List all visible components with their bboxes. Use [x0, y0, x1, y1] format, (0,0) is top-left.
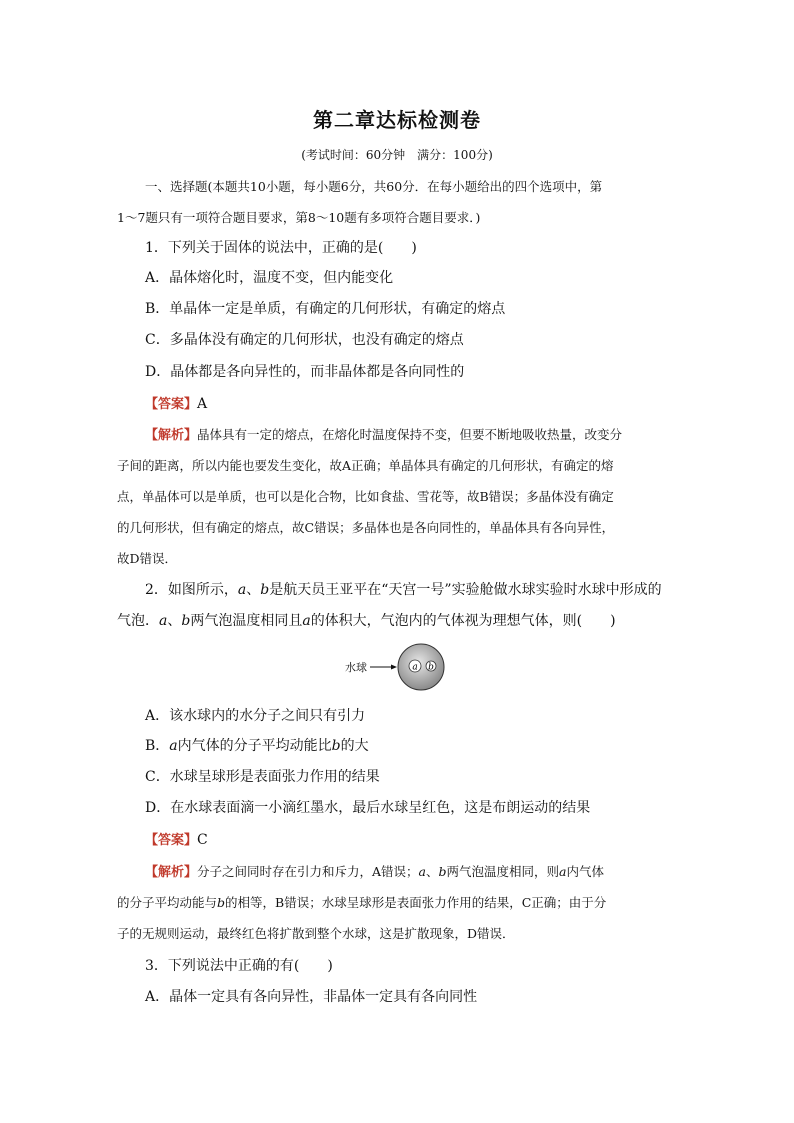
text-span: 内气体 [566, 864, 605, 879]
q2-stem-line2 [117, 611, 689, 631]
text-span: 两气泡温度相同，则 [446, 864, 560, 879]
text-span: 内气体的分子平均动能比 [177, 738, 332, 754]
text-span: 的分子平均动能与 [117, 895, 218, 910]
var-b: b [438, 864, 447, 879]
q1-analysis-line2: 子间的距离，所以内能也要发生变化，故A正确；单晶体具有确定的几何形状，有确定的熔 [117, 458, 614, 473]
water-ball-label: 水球 [345, 661, 367, 674]
q2-option-d: D．在水球表面滴一小滴红墨水，最后水球呈红色，这是布朗运动的结果 [145, 800, 591, 816]
q2-answer [145, 830, 717, 851]
q2-option-c: C．水球呈球形是表面张力作用的结果 [145, 769, 380, 785]
var-b: b [181, 613, 191, 629]
q3-stem: 3．下列说法中正确的有( ) [145, 958, 333, 974]
var-a: a [237, 582, 247, 598]
text-span: 、 [167, 613, 182, 629]
analysis-text: 晶体具有一定的熔点，在熔化时温度保持不变，但要不断地吸收热量，改变分 [197, 427, 623, 442]
q1-analysis-line5: 故D错误． [117, 551, 178, 566]
water-ball-diagram [345, 642, 455, 692]
q1-option-d: D．晶体都是各向异性的，而非晶体都是各向同性的 [145, 364, 465, 380]
analysis-label: 【解析】 [145, 428, 198, 443]
q2-option-a: A．该水球内的水分子之间只有引力 [145, 708, 366, 724]
var-b: b [331, 738, 341, 754]
var-a: a [169, 738, 178, 754]
bubble-a-label: a [412, 662, 418, 673]
q2-analysis-line2 [117, 893, 689, 913]
var-b: b [217, 895, 226, 910]
water-ball-figure [345, 642, 455, 692]
q1-option-a: A．晶体熔化时，温度不变，但内能变化 [145, 270, 394, 286]
answer-value: C [197, 832, 208, 848]
q1-option-c: C．多晶体没有确定的几何形状，也没有确定的熔点 [145, 332, 464, 348]
var-a: a [418, 864, 426, 879]
text-span: 是航天员王亚平在“天宫一号”实验舱做水球实验时水球中形成的 [269, 582, 662, 598]
var-a: a [559, 864, 567, 879]
q1-analysis-line4: 的几何形状，但有确定的熔点，故C错误；多晶体也是各向同性的，单晶体具有各向异性， [117, 520, 615, 535]
text-span: 2．如图所示， [145, 582, 238, 598]
var-a: a [302, 613, 311, 629]
analysis-label: 【解析】 [145, 865, 198, 880]
answer-label: 【答案】 [145, 397, 198, 412]
text-span: 的大 [340, 738, 369, 754]
text-span: 分子之间同时存在引力和斥力，A错误； [197, 864, 419, 879]
q3-option-a: A．晶体一定具有各向异性，非晶体一定具有各向同性 [145, 989, 478, 1005]
var-a: a [159, 613, 168, 629]
text-span: 、 [426, 864, 439, 879]
q2-analysis-line3: 子的无规则运动，最终红色将扩散到整个水球，这是扩散现象，D错误． [117, 926, 515, 941]
text-span: 的体积大，气泡内的气体视为理想气体，则( ) [310, 613, 616, 629]
q2-analysis-line1 [145, 862, 717, 883]
exam-meta: (考试时间：60分钟 满分：100分) [301, 148, 493, 162]
section-intro-line2: 1～7题只有一项符合题目要求，第8～10题有多项符合题目要求．) [117, 210, 481, 225]
section-intro-line1: 一、选择题(本题共10小题，每小题6分，共60分．在每小题给出的四个选项中，第 [145, 179, 603, 194]
q1-analysis-line3: 点，单晶体可以是单质，也可以是化合物，比如食盐、雪花等，故B错误；多晶体没有确定 [117, 489, 614, 504]
text-span: 两气泡温度相同且 [190, 613, 303, 629]
q1-answer [145, 394, 717, 415]
text-span: 的相等，B错误；水球呈球形是表面张力作用的结果，C正确；由于分 [225, 895, 607, 910]
text-span: 气泡． [117, 613, 159, 629]
q1-option-b: B．单晶体一定是单质，有确定的几何形状，有确定的熔点 [145, 301, 506, 317]
q1-stem: 1．下列关于固体的说法中，正确的是( ) [145, 240, 417, 256]
answer-value: A [197, 396, 208, 412]
q2-option-b [145, 736, 717, 756]
pointer-arrow-head [391, 665, 397, 670]
page-title: 第二章达标检测卷 [313, 108, 481, 132]
text-span: 、 [246, 582, 261, 598]
var-b: b [260, 582, 270, 598]
bubble-b-label: b [428, 662, 434, 673]
q2-stem-line1 [145, 580, 717, 600]
answer-label: 【答案】 [145, 833, 198, 848]
q1-analysis-line1 [145, 425, 717, 446]
text-span: B． [145, 738, 170, 754]
